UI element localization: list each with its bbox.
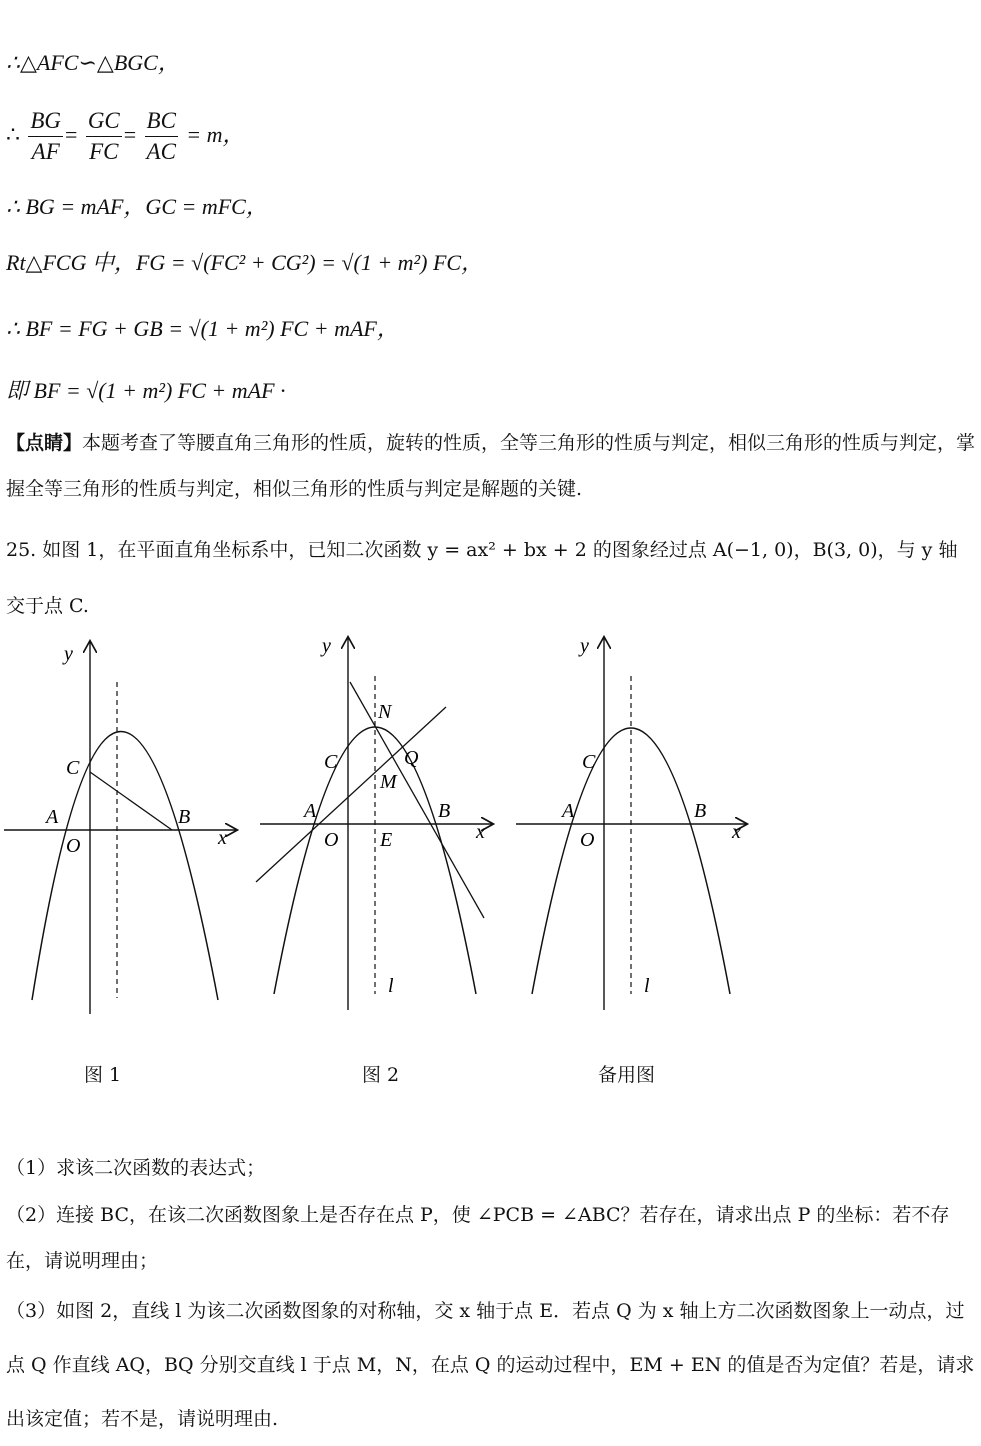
segment-cb (90, 772, 172, 830)
figure-1 (0, 630, 250, 1030)
label-e: E (380, 829, 393, 851)
label-n: N (378, 701, 392, 723)
caption-figure-1: 图 1 (84, 1064, 122, 1086)
solution-line-1: ∴△AFC∽△BGC， (6, 50, 180, 75)
comment-tag: 【点睛】 (6, 432, 83, 454)
label-c: C (582, 751, 596, 773)
figure-2 (250, 630, 500, 1030)
label-l: l (388, 975, 394, 997)
solution-line-3: ∴ BG = mAF，GC = mFC， (6, 194, 268, 219)
fraction-gc-fc: $\frac{GC}{FC}$ (87, 108, 120, 164)
comment-paragraph (6, 420, 976, 512)
solution-line-5: ∴ BF = FG + GB = √(1 + m²) FC + mAF， (6, 316, 399, 341)
label-y: y (322, 635, 331, 657)
label-a: A (562, 800, 575, 822)
comment-text: 本题考查了等腰直角三角形的性质，旋转的性质，全等三角形的性质与判定，相似三角形的性质与判定，掌握全等三角形的性质与判定，相似三角形的性质与判定是解题的关键. (6, 432, 976, 500)
label-c: C (324, 751, 338, 773)
fraction-bc-ac: $\frac{BC}{AC}$ (146, 108, 176, 164)
label-b: B (178, 806, 191, 828)
question-2: （2）连接 BC，在该二次函数图象上是否存在点 P，使 ∠PCB = ∠ABC？若存在，请求出点 P 的坐标：若不存在，请说明理由； (6, 1204, 950, 1272)
figure-backup (506, 630, 756, 1030)
solution-line-4: Rt△FCG 中，FG = √(FC² + CG²) = √(1 + m²) FC， (6, 250, 484, 275)
label-x: x (476, 821, 485, 843)
label-b: B (694, 800, 707, 822)
solution-line-2: ∴ $\frac{BG}{AF}$ = $\frac{GC}{FC}$ = $\frac{BC}{AC}$ = m， (6, 106, 245, 167)
label-a: A (46, 806, 59, 828)
parabola (32, 732, 218, 1001)
label-o: O (324, 829, 339, 851)
label-q: Q (404, 747, 419, 769)
fraction-bg-af: $\frac{BG}{AF}$ (30, 108, 62, 164)
label-m: M (380, 771, 397, 793)
problem-text: 如图 1，在平面直角坐标系中，已知二次函数 y = ax² + bx + 2 的图象经过点 A(−1, 0)，B(3, 0)，与 y 轴交于点 C. (6, 539, 958, 617)
line-aq (256, 707, 446, 882)
solution-line-6: 即 BF = √(1 + m²) FC + mAF · (6, 378, 286, 403)
label-l: l (644, 975, 650, 997)
label-a: A (304, 800, 317, 822)
label-c: C (66, 757, 80, 779)
label-y: y (64, 643, 73, 665)
question-3: （3）如图 2，直线 l 为该二次函数图象的对称轴，交 x 轴于点 E．若点 Q 为 x 轴上方二次函数图象上一动点，过点 Q 作直线 AQ，BQ 分别交直线 l 于点 M，N，在点 Q 的运动过程中，EM + EN 的值是否为定值？若是，请求出该定值；若不是，请说明理由. (6, 1300, 975, 1430)
label-o: O (66, 835, 81, 857)
question-1: （1）求该二次函数的表达式； (6, 1157, 266, 1179)
caption-figure-backup: 备用图 (598, 1064, 656, 1086)
label-x: x (218, 827, 227, 849)
problem-stem (6, 522, 976, 634)
label-x: x (732, 821, 741, 843)
label-y: y (580, 635, 589, 657)
line-bq (350, 682, 484, 918)
label-o: O (580, 829, 595, 851)
caption-figure-2: 图 2 (362, 1064, 400, 1086)
problem-number: 25. (6, 539, 37, 561)
label-b: B (438, 800, 451, 822)
